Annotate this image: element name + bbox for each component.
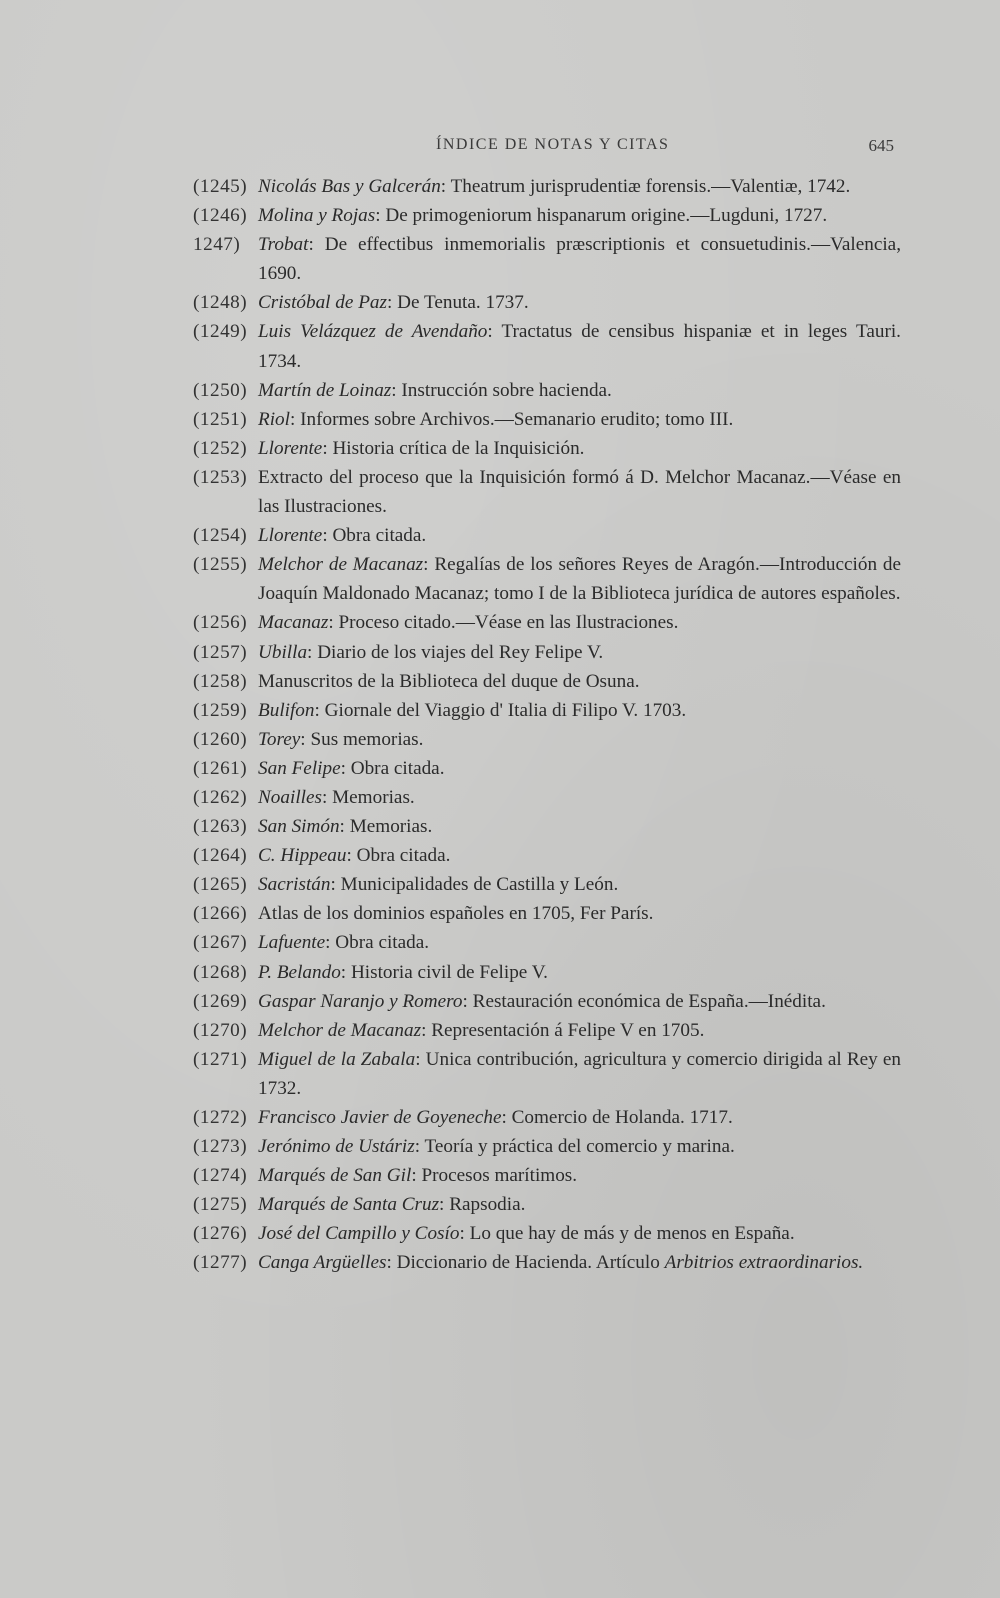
note-separator: : [387, 292, 393, 314]
note-author: Marqués de Santa Cruz [258, 1194, 440, 1216]
note-entry [193, 667, 901, 696]
note-author: Riol [258, 408, 290, 430]
note-separator: : [414, 1136, 421, 1158]
note-text: Teoría y práctica del comercio y marina. [420, 1136, 735, 1158]
note-separator: : [339, 816, 345, 838]
note-number: (1260) [193, 728, 248, 750]
note-entry [193, 521, 901, 550]
note-entry [193, 958, 901, 987]
note-entry [193, 812, 901, 841]
note-number: (1263) [193, 816, 248, 838]
notes-list [193, 172, 901, 1278]
note-text: Obra citada. [345, 757, 445, 779]
note-author: Gaspar Naranjo y Romero [258, 990, 463, 1012]
note-author: Francisco Javier de Goyeneche [258, 1107, 502, 1128]
note-author: San Simón [258, 816, 340, 838]
note-number: (1265) [193, 874, 248, 896]
note-separator: : [322, 437, 328, 459]
note-separator: : [487, 321, 493, 343]
note-entry [193, 783, 901, 812]
note-separator: : [423, 554, 429, 576]
note-entry [193, 1190, 901, 1219]
note-text: Representación á Felipe V en 1705. [426, 1019, 705, 1041]
note-text: Sus memorias. [305, 728, 424, 750]
note-text: Diccionario de Hacienda. Artículo [391, 1252, 665, 1274]
note-author: Noailles [258, 786, 322, 808]
note-number: (1272) [193, 1107, 248, 1128]
note-separator: : [462, 990, 468, 1012]
note-entry [193, 288, 901, 317]
note-author: Jerónimo de Ustáriz [258, 1136, 415, 1158]
note-number: (1255) [193, 554, 248, 576]
note-separator: : [322, 525, 328, 547]
note-separator: : [440, 176, 447, 197]
note-text: Municipalidades de Castilla y León. [335, 874, 619, 896]
note-author: Marqués de San Gil [258, 1165, 412, 1187]
note-author: Melchor de Macanaz [258, 554, 424, 576]
note-separator: : [300, 728, 306, 750]
note-author: Llorente [258, 525, 323, 547]
note-number: (1273) [193, 1136, 248, 1158]
note-entry [193, 376, 901, 405]
note-entry [193, 405, 901, 434]
note-entry [193, 463, 901, 521]
note-author: Canga Argüelles [258, 1252, 387, 1274]
note-text: Memorias. [344, 816, 433, 838]
note-number: (1249) [193, 321, 248, 343]
note-text: Instrucción sobre hacienda. [396, 379, 612, 401]
note-separator: : [391, 379, 397, 401]
note-number: (1271) [193, 1048, 248, 1070]
note-number: (1262) [193, 786, 248, 808]
note-number: (1253) [193, 466, 248, 488]
note-entry [193, 987, 901, 1016]
note-entry [193, 696, 901, 725]
note-separator: : [459, 1223, 465, 1245]
note-author: Molina y Rojas [258, 205, 376, 227]
note-text: De effectibus inmemorialis præscriptionis et consuetudinis.—Valencia, 1690. [258, 234, 901, 285]
note-text: Restauración económica de España.—Inédita. [467, 990, 826, 1012]
note-text: Unica contribución, agricultura y comercio dirigida al Rey en 1732. [258, 1048, 901, 1099]
note-number: (1270) [193, 1019, 248, 1041]
note-text: Tractatus de censibus hispaniæ et in leges Tauri. 1734. [258, 321, 901, 372]
note-text: De Tenuta. 1737. [392, 292, 529, 314]
note-entry [193, 1132, 901, 1161]
note-author: Torey [258, 728, 301, 750]
note-text: Lo que hay de más y de menos en España. [464, 1223, 795, 1245]
note-number: (1248) [193, 292, 248, 314]
note-entry [193, 608, 901, 637]
note-text: Proceso citado.—Véase en las Ilustraciones. [333, 612, 679, 634]
note-author: Luis Velázquez de Avendaño [258, 321, 488, 343]
note-separator: : [314, 699, 320, 721]
note-text: Diario de los viajes del Rey Felipe V. [312, 641, 604, 663]
note-number: (1245) [193, 176, 248, 197]
note-number: (1258) [193, 670, 248, 692]
note-number: (1264) [193, 845, 248, 867]
note-number: (1251) [193, 408, 248, 430]
note-text: Procesos marítimos. [416, 1165, 578, 1187]
note-number: (1257) [193, 641, 248, 663]
note-number: (1267) [193, 932, 248, 954]
note-entry [193, 638, 901, 667]
note-separator: : [325, 932, 331, 954]
running-title: ÍNDICE DE NOTAS Y CITAS [436, 136, 670, 153]
note-number: (1277) [193, 1252, 248, 1274]
note-text: Obra citada. [330, 932, 430, 954]
note-separator: : [421, 1019, 427, 1041]
note-number: (1256) [193, 612, 248, 634]
note-author: Nicolás Bas y Galcerán [258, 176, 441, 197]
note-entry [193, 201, 901, 230]
note-entry [193, 1219, 901, 1248]
note-number: (1252) [193, 437, 248, 459]
note-text: De primogeniorum hispanarum origine.—Lugduni, 1727. [380, 205, 828, 227]
note-separator: : [328, 612, 334, 634]
note-entry [193, 754, 901, 783]
note-separator: : [415, 1048, 421, 1070]
note-separator: : [308, 234, 314, 256]
note-author: Sacristán [258, 874, 331, 896]
note-text: Giornale del Viaggio d' Italia di Filipo V. 1703. [319, 699, 687, 721]
note-separator: : [386, 1252, 392, 1274]
note-author: José del Campillo y Cosío [258, 1223, 460, 1245]
note-author: Bulifon [258, 699, 315, 721]
note-number: (1259) [193, 699, 248, 721]
note-separator: : [307, 641, 313, 663]
note-text: Manuscritos de la Biblioteca del duque de Osuna. [258, 670, 640, 692]
note-separator: : [439, 1194, 445, 1216]
note-entry [193, 317, 901, 375]
note-text: Extracto del proceso que la Inquisición formó á D. Melchor Macanaz.—Véase en las Ilustraciones. [258, 466, 901, 518]
note-separator: : [289, 408, 296, 430]
note-entry [193, 172, 901, 201]
note-number: (1266) [193, 903, 248, 925]
note-number: (1254) [193, 525, 248, 547]
note-number: (1268) [193, 961, 248, 983]
note-entry [193, 1016, 901, 1045]
note-author: San Felipe [258, 757, 341, 779]
note-separator: : [411, 1165, 417, 1187]
note-number: (1275) [193, 1194, 248, 1216]
note-author: Trobat [258, 234, 309, 256]
note-separator: : [321, 786, 328, 808]
note-separator: : [346, 845, 352, 867]
note-text: Theatrum jurisprudentiæ forensis.—Valentiæ, 1742. [446, 176, 851, 197]
page-number: 645 [868, 136, 894, 155]
note-number: (1250) [193, 379, 248, 401]
note-author: Ubilla [258, 641, 308, 663]
note-number: (1276) [193, 1223, 248, 1245]
note-text: Comercio de Holanda. 1717. [506, 1107, 733, 1128]
note-entry [193, 841, 901, 870]
note-author: P. Belando [258, 961, 341, 983]
note-author: Cristóbal de Paz [258, 292, 387, 314]
note-number: (1261) [193, 757, 248, 779]
note-number: (1246) [193, 205, 248, 227]
note-entry [193, 434, 901, 463]
note-separator: : [340, 757, 346, 779]
note-entry [193, 230, 901, 288]
note-entry [193, 1248, 901, 1277]
note-author: Miguel de la Zabala [258, 1048, 416, 1070]
note-entry [193, 1045, 901, 1103]
note-text: Obra citada. [351, 845, 451, 867]
note-italic-title: Arbitrios extraordinarios. [664, 1252, 864, 1274]
note-text: Atlas de los dominios españoles en 1705, Fer París. [258, 903, 654, 925]
note-entry [193, 870, 901, 899]
note-author: C. Hippeau [258, 845, 347, 867]
note-text: Regalías de los señores Reyes de Aragón.—Introducción de Joaquín Maldonado Macanaz; tomo I de la Biblioteca jurídica de autores españoles. [258, 554, 901, 605]
note-text: Informes sobre Archivos.—Semanario erudito; tomo III. [295, 408, 734, 430]
note-entry [193, 899, 901, 928]
note-separator: : [340, 961, 347, 983]
note-separator: : [501, 1107, 507, 1128]
note-separator: : [375, 205, 381, 227]
note-text: Obra citada. [327, 525, 427, 547]
note-author: Llorente [258, 437, 323, 459]
note-text: Memorias. [327, 786, 415, 808]
note-number: (1274) [193, 1165, 248, 1187]
note-author: Melchor de Macanaz [258, 1019, 422, 1041]
note-entry [193, 1103, 901, 1132]
note-entry [193, 1161, 901, 1190]
note-separator: : [330, 874, 336, 896]
note-author: Lafuente [258, 932, 326, 954]
note-text: Rapsodia. [444, 1194, 526, 1216]
note-number: 1247) [193, 234, 241, 256]
note-entry [193, 928, 901, 957]
note-text: Historia civil de Felipe V. [346, 961, 548, 983]
note-author: Martín de Loinaz [258, 379, 392, 401]
note-entry [193, 550, 901, 608]
page-header [196, 136, 894, 160]
note-number: (1269) [193, 990, 248, 1012]
note-entry [193, 725, 901, 754]
note-author: Macanaz [258, 612, 329, 634]
note-text: Historia crítica de la Inquisición. [327, 437, 585, 459]
